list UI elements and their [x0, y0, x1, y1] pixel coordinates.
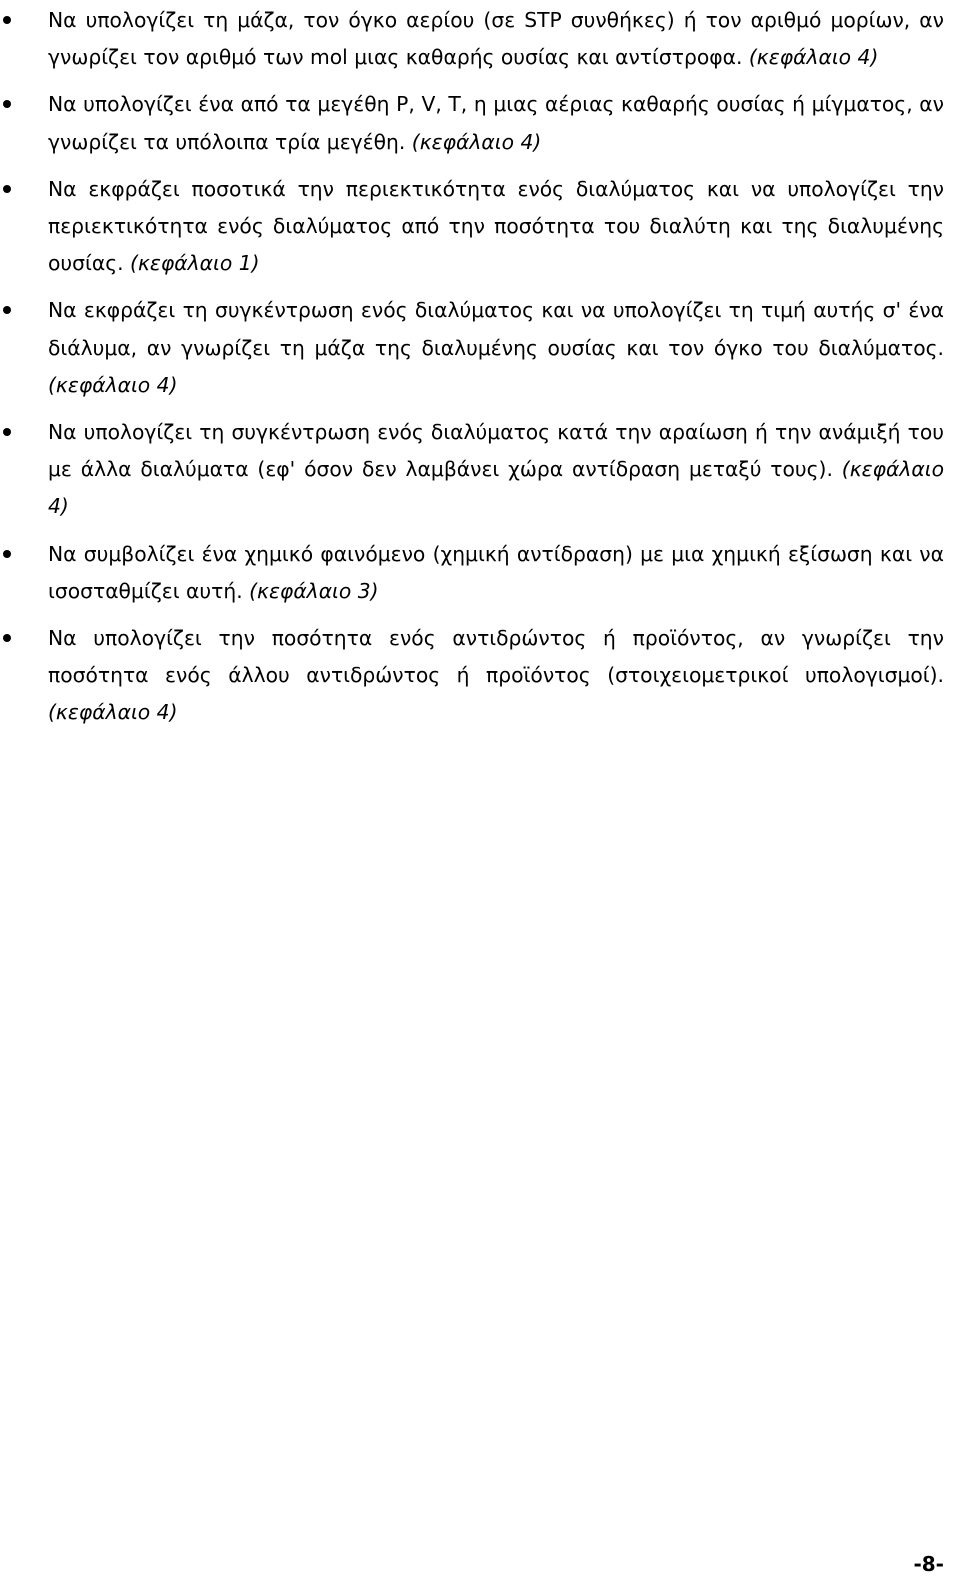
bullet-icon	[3, 428, 11, 436]
objective-text: Να εκφράζει ποσοτικά την περιεκτικότητα ενός διαλύματος και να υπολογίζει την περιεκτικότητα ενός διαλύματος από την ποσότητα του διαλύτη και της διαλυμένης ουσίας.	[48, 176, 944, 276]
list-item	[0, 620, 960, 732]
bullet-icon	[3, 550, 11, 558]
bullet-icon	[3, 634, 11, 642]
list-item	[0, 292, 960, 404]
chapter-reference: (κεφάλαιο 1)	[130, 251, 260, 276]
page-number: -8-	[913, 1552, 944, 1576]
chapter-reference: (κεφάλαιο 4)	[748, 45, 879, 70]
chapter-reference: (κεφάλαιο 3)	[249, 578, 379, 603]
objective-text: Να υπολογίζει τη μάζα, τον όγκο αερίου (σε STP συνθήκες) ή τον αριθμό μορίων, αν γνωρίζει τον αριθμό των mol μιας καθαρής ουσίας και αντίστροφα.	[48, 8, 944, 70]
list-item	[0, 171, 960, 283]
objective-text: Να υπολογίζει την ποσότητα ενός αντιδρώντος ή προϊόντος, αν γνωρίζει την ποσότητα ενός άλλου αντιδρώντος ή προϊόντος (στοιχειομετρικοί υπολογισμοί).	[48, 626, 944, 688]
list-item	[0, 2, 960, 76]
list-item	[0, 86, 960, 160]
learning-objectives-list	[0, 2, 960, 742]
bullet-icon	[3, 16, 11, 24]
bullet-icon	[3, 306, 11, 314]
bullet-icon	[3, 185, 11, 193]
objective-text: Να υπολογίζει τη συγκέντρωση ενός διαλύματος κατά την αραίωση ή την ανάμιξή του με άλλα διαλύματα (εφ' όσον δεν λαμβάνει χώρα αντίδραση μεταξύ τους).	[48, 420, 944, 482]
chapter-reference: (κεφάλαιο 4)	[48, 700, 178, 725]
objective-text: Να υπολογίζει ένα από τα μεγέθη P, V, T, η μιας αέριας καθαρής ουσίας ή μίγματος, αν γνωρίζει τα υπόλοιπα τρία μεγέθη.	[48, 92, 944, 154]
chapter-reference: (κεφάλαιο 4)	[411, 129, 542, 154]
bullet-icon	[3, 100, 11, 108]
objective-text: Να συμβολίζει ένα χημικό φαινόμενο (χημική αντίδραση) με μια χημική εξίσωση και να ισοσταθμίζει αυτή.	[48, 541, 944, 603]
chapter-reference: (κεφάλαιο 4)	[48, 457, 944, 519]
objective-text: Να εκφράζει τη συγκέντρωση ενός διαλύματος και να υπολογίζει τη τιμή αυτής σ' ένα διάλυμα, αν γνωρίζει τη μάζα της διαλυμένης ουσίας και τον όγκο του διαλύματος.	[48, 298, 944, 360]
list-item	[0, 414, 960, 526]
chapter-reference: (κεφάλαιο 4)	[48, 372, 178, 397]
list-item	[0, 536, 960, 610]
